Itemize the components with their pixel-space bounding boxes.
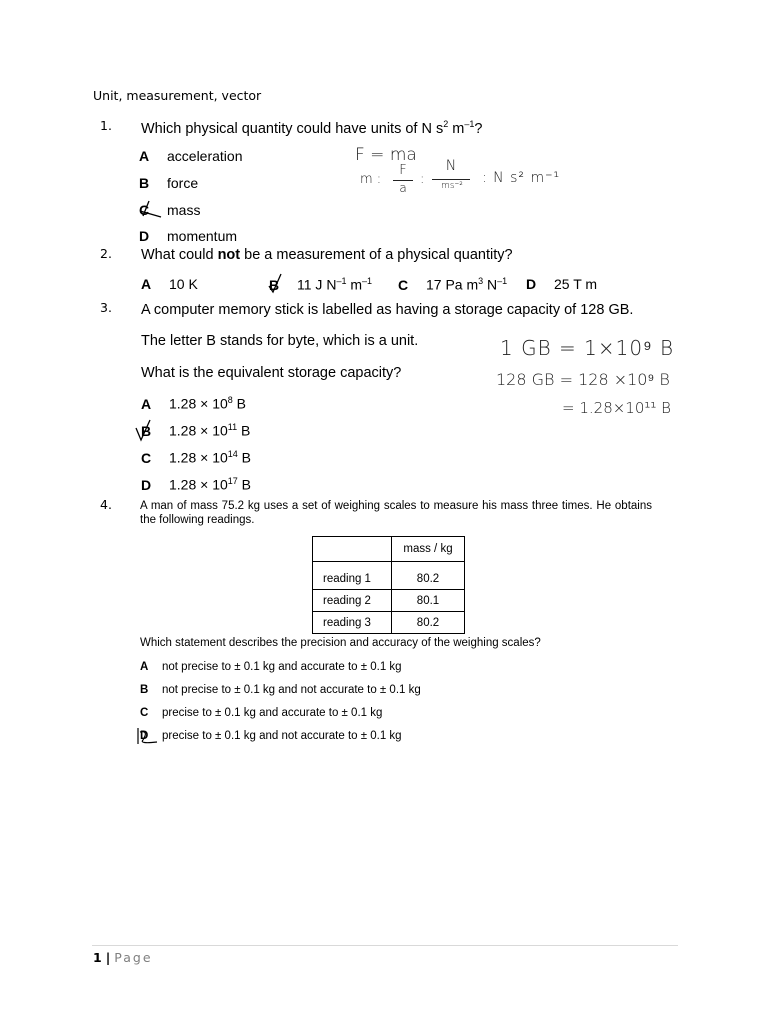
- q2-number: 2.: [100, 246, 112, 261]
- q1-working-line1: F = ma: [355, 145, 417, 165]
- table-header-cell: [313, 537, 392, 562]
- q1-working-frac1-num: F: [399, 163, 407, 178]
- footer-divider: [92, 945, 678, 946]
- q1-option-a: A acceleration: [139, 148, 243, 164]
- table-row: [313, 612, 465, 634]
- q3-working-line1: 1 GB = 1×10⁹ B: [500, 336, 675, 360]
- q2-option-a: A 10 K: [141, 276, 198, 292]
- readings-table: [312, 536, 465, 634]
- page-footer: 1 | Page: [93, 950, 153, 965]
- q3-working-line3: = 1.28×10¹¹ B: [562, 399, 672, 417]
- q1-working-frac1-den: a: [399, 181, 407, 195]
- q3-number: 3.: [100, 300, 112, 315]
- q4-text: A man of mass 75.2 kg uses a set of weighing scales to measure his mass three times. He obtains the following readings.: [140, 500, 652, 526]
- q1-number: 1.: [100, 118, 112, 133]
- q3-option-c: C $1.28 \times 10^{14}$ B: [141, 449, 252, 466]
- q1-working-frac2-bar: [432, 179, 470, 180]
- q4-question: Which statement describes the precision and accuracy of the weighing scales?: [140, 637, 541, 649]
- q1-option-d: D momentum: [139, 228, 238, 244]
- table-cell: reading 1: [313, 562, 392, 590]
- q3-text2: The letter B stands for byte, which is a unit.: [141, 333, 419, 349]
- q1-option-b: B force: [139, 175, 199, 191]
- q1-working-result: : N s² m⁻¹: [482, 170, 561, 186]
- answer-tick-mark: [267, 272, 283, 294]
- table-header-row: [313, 537, 465, 562]
- table-header-cell: mass / kg: [392, 537, 465, 562]
- q4-option-c: C precise to ± 0.1 kg and accurate to ± 0.1 kg: [140, 707, 383, 719]
- table-row: [313, 590, 465, 612]
- table-cell: reading 3: [313, 612, 392, 634]
- table-cell: 80.2: [392, 562, 465, 590]
- q1-working-frac2-num: N: [445, 158, 457, 174]
- q1-working-eq2: :: [420, 172, 425, 187]
- q1-working-m: m :: [360, 172, 382, 187]
- table-cell: reading 2: [313, 590, 392, 612]
- table-cell: 80.1: [392, 590, 465, 612]
- q4-option-d: D precise to ± 0.1 kg and not accurate to ± 0.1 kg: [140, 730, 402, 742]
- q2-option-b: B 11 J $N^{-1}$ $m^{-1}$: [269, 276, 373, 293]
- answer-tick-mark: [137, 199, 163, 221]
- q3-option-d: D $1.28 \times 10^{17}$ B: [141, 476, 252, 493]
- table-row: [313, 562, 465, 590]
- table-cell: 80.2: [392, 612, 465, 634]
- q4-option-a: A not precise to ± 0.1 kg and accurate to ± 0.1 kg: [140, 661, 402, 673]
- q3-option-a: A $1.28 \times 10^8$ B: [141, 395, 247, 412]
- q3-text3: What is the equivalent storage capacity?: [141, 365, 402, 381]
- q2-text: What could not be a measurement of a physical quantity?: [141, 247, 513, 263]
- q2-option-d: D 25 T m: [526, 276, 598, 292]
- q1-working-frac2-den: ms⁻²: [441, 181, 463, 191]
- q1-text: Which physical quantity could have units of N $s^2$ $m^{-1}$?: [141, 119, 483, 137]
- document-title: Unit, measurement, vector: [93, 88, 262, 103]
- answer-tick-mark: [135, 726, 159, 748]
- q3-option-b: B $1.28 \times 10^{11}$ B: [141, 422, 251, 439]
- answer-tick-mark: [134, 418, 154, 442]
- q4-number: 4.: [100, 497, 112, 512]
- q4-option-b: B not precise to ± 0.1 kg and not accurate to ± 0.1 kg: [140, 684, 421, 696]
- q3-text: A computer memory stick is labelled as having a storage capacity of 128 GB.: [141, 302, 634, 318]
- q1-option-c: C mass: [139, 202, 201, 218]
- q2-option-c: C 17 Pa $m^3$ $N^{-1}$: [398, 276, 508, 293]
- q3-working-line2: 128 GB = 128 ×10⁹ B: [496, 370, 670, 389]
